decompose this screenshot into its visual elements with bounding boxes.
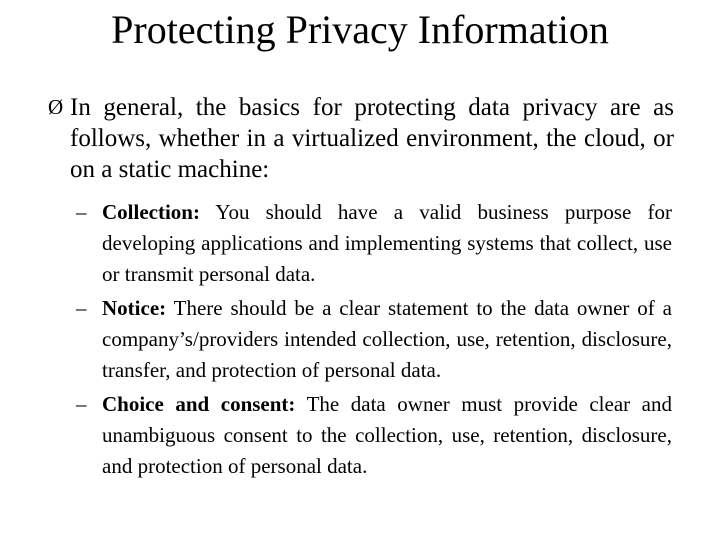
arrow-bullet-icon: Ø [48,95,64,119]
dash-bullet-icon: – [76,200,87,224]
sub-bullet-term: Choice and consent: [102,392,296,416]
main-bullet-text: In general, the basics for protecting data privacy are as follows, whether in a virtualized environment, the cloud, or on a static machine: [70,94,674,183]
slide-title: Protecting Privacy Information [111,7,609,52]
sub-bullet-choice-consent [76,389,672,482]
sub-bullet-term: Collection: [102,200,200,224]
sub-bullet-text: You should have a valid business purpose for developing applications and implementing systems that collect, use or transmit personal data. [102,200,672,286]
sub-bullet-content [76,197,672,290]
sub-bullet-collection [76,197,672,290]
dash-bullet-icon: – [76,296,87,320]
main-bullet [48,92,674,185]
dash-bullet-icon: – [76,392,87,416]
sub-bullet-notice [76,293,672,386]
sub-bullet-list [76,197,672,485]
sub-bullet-content [76,293,672,386]
sub-bullet-text: The data owner must provide clear and unambiguous consent to the collection, use, retention, disclosure, and protection of personal data. [102,392,673,478]
sub-bullet-content [76,389,672,482]
sub-bullet-term: Notice: [102,296,167,320]
sub-bullet-text: There should be a clear statement to the data owner of a company’s/providers intended collection, use, retention, disclosure, transfer, and protection of personal data. [102,296,672,382]
